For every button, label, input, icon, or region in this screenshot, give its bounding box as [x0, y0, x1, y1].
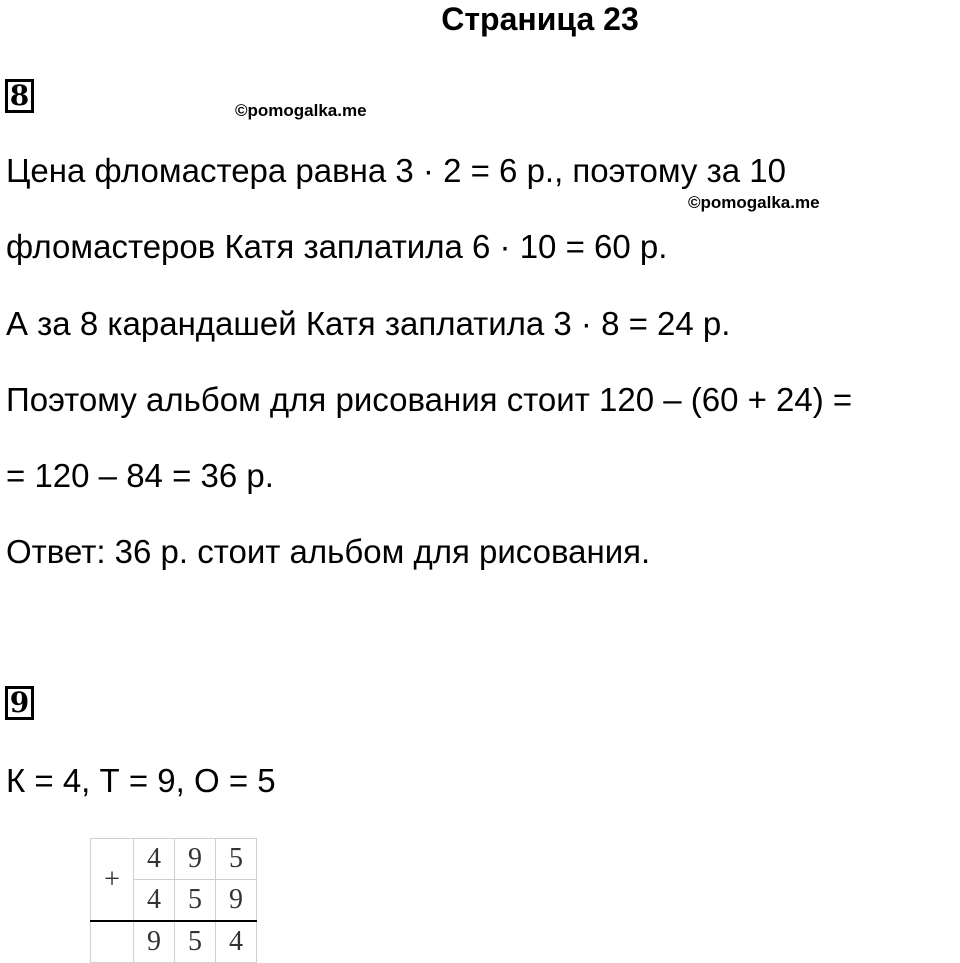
task-number-8: 8: [5, 79, 34, 113]
watermark: ©pomogalka.me: [235, 101, 367, 120]
task8-line: = 120 – 84 = 36 р.: [6, 457, 274, 494]
task8-line: фломастеров Катя заплатила 6 · 10 = 60 р.: [6, 228, 668, 265]
digit-cell: 4: [134, 839, 175, 880]
plus-sign: +: [91, 839, 134, 922]
watermark: ©pomogalka.me: [688, 193, 820, 212]
digit-cell: 5: [175, 921, 216, 963]
task9-line: К = 4, Т = 9, О = 5: [6, 762, 276, 799]
addend-row: [91, 839, 257, 880]
digit-cell: 9: [134, 921, 175, 963]
sum-row: [91, 921, 257, 963]
task8-line: Поэтому альбом для рисования стоит 120 – (60 + 24) =: [6, 381, 853, 418]
task8-line: А за 8 карандашей Катя заплатила 3 · 8 = 24 р.: [6, 305, 731, 342]
digit-cell: 9: [175, 839, 216, 880]
digit-cell: 4: [134, 880, 175, 922]
digit-cell: 9: [216, 880, 257, 922]
task8-line: Цена фломастера равна 3 · 2 = 6 р., поэтому за 10: [6, 152, 786, 189]
column-addition: [90, 838, 257, 963]
page-title: Страница 23: [441, 1, 639, 37]
digit-cell: 5: [175, 880, 216, 922]
task8-answer: Ответ: 36 р. стоит альбом для рисования.: [6, 533, 651, 570]
task-number-9: 9: [5, 686, 34, 720]
digit-cell: 4: [216, 921, 257, 963]
empty-cell: [91, 921, 134, 963]
digit-cell: 5: [216, 839, 257, 880]
